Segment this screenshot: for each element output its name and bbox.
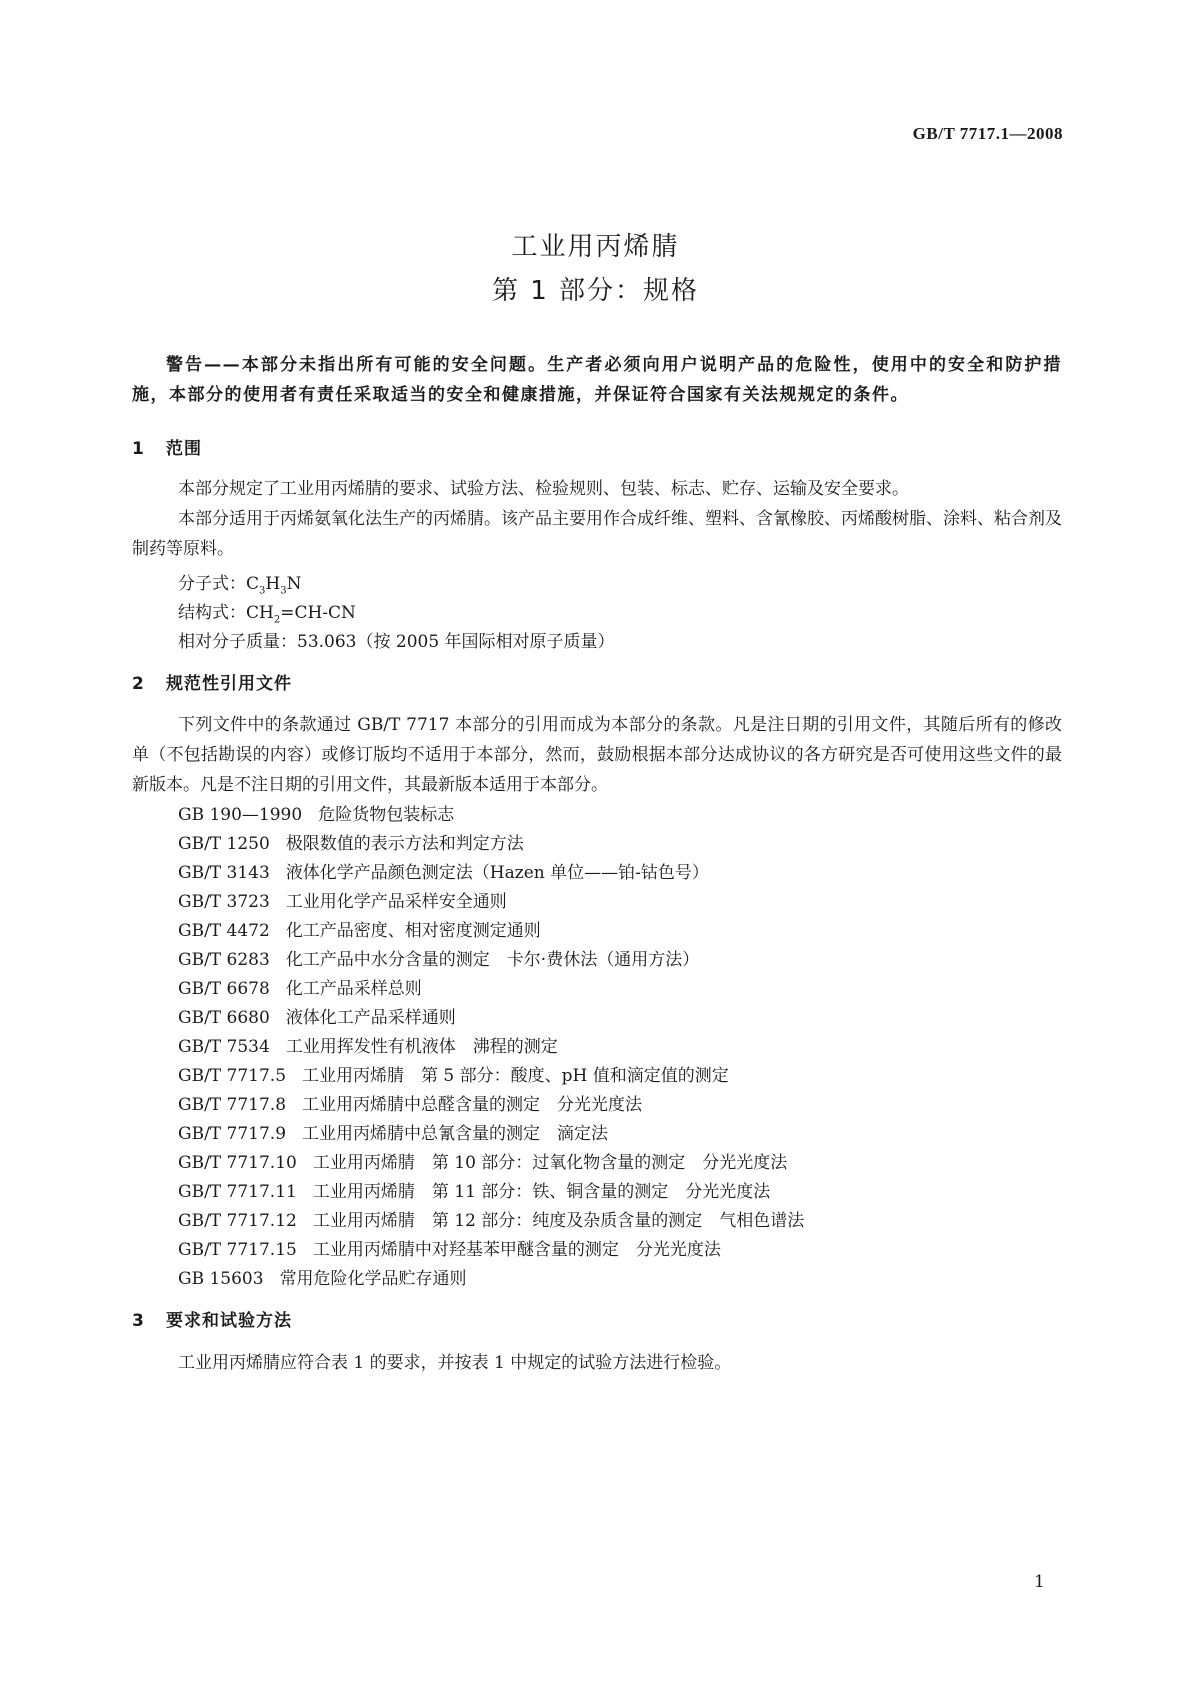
reference-code: GB/T 3143 [178,863,270,883]
reference-code: GB/T 7717.5 [178,1066,287,1086]
reference-code: GB 15603 [178,1269,264,1289]
reference-item [178,1090,642,1115]
reference-item [178,887,507,912]
reference-title: 液体化学产品颜色测定法（Hazen 单位——铂-钴色号） [285,863,709,883]
document-title: 工业用丙烯腈 [511,232,680,262]
reference-item [178,858,709,883]
reference-code: GB/T 7717.12 [178,1211,297,1231]
reference-code: GB/T 4472 [178,921,270,941]
reference-code: GB/T 3723 [178,892,270,912]
reference-item [178,974,422,999]
reference-item [178,1032,558,1057]
reference-code: GB/T 7717.9 [178,1124,287,1144]
reference-title: 工业用挥发性有机液体 沸程的测定 [285,1037,558,1057]
reference-title: 工业用丙烯腈中对羟基苯甲醚含量的测定 分光光度法 [312,1240,721,1260]
section-2-heading [132,669,292,694]
section-number: 1 [132,439,145,459]
reference-title: 工业用丙烯腈 第 5 部分：酸度、pH 值和滴定值的测定 [302,1066,729,1086]
reference-code: GB 190—1990 [178,805,303,825]
reference-code: GB/T 6283 [178,950,270,970]
reference-code: GB/T 7717.8 [178,1095,287,1115]
formula-part: H [265,574,281,594]
section-number: 3 [132,1311,145,1331]
reference-code: GB/T 7717.15 [178,1240,297,1260]
section-1-heading [132,434,202,459]
section-3-heading [132,1306,292,1331]
reference-item [178,1177,770,1202]
reference-code: GB/T 6680 [178,1008,270,1028]
reference-title: 工业用化学产品采样安全通则 [285,892,507,912]
structure-part: CH [246,603,274,623]
structure-part: =CH-CN [280,603,356,623]
reference-title: 工业用丙烯腈 第 10 部分：过氧化物含量的测定 分光光度法 [312,1153,788,1173]
reference-item [178,1003,456,1028]
reference-title: 工业用丙烯腈中总氰含量的测定 滴定法 [302,1124,609,1144]
section-title: 要求和试验方法 [166,1311,292,1331]
page-number: 1 [1034,1572,1045,1592]
reference-title: 工业用丙烯腈 第 11 部分：铁、铜含量的测定 分光光度法 [312,1182,771,1202]
scope-paragraph-2: 本部分适用于丙烯氨氧化法生产的丙烯腈。该产品主要用作合成纤维、塑料、含氰橡胶、丙烯酸树脂、涂料、粘合剂及制药等原料。 [132,509,1062,559]
reference-item [178,1235,721,1260]
reference-item [178,800,454,825]
reference-title: 工业用丙烯腈中总醛含量的测定 分光光度法 [302,1095,643,1115]
structure-label: 结构式： [178,603,246,623]
section-title: 规范性引用文件 [166,674,292,694]
section-number: 2 [132,674,145,694]
reference-item [178,1148,787,1173]
reference-item [178,1119,608,1144]
references-intro: 下列文件中的条款通过 GB/T 7717 本部分的引用而成为本部分的条款。凡是注日期的引用文件，其随后所有的修改单（不包括勘误的内容）或修订版均不适用于本部分，然而，鼓励根据本部分达成协议的各方研究是否可使用这些文件的最新版本。凡是不注日期的引用文件，其最新版本适用于本部分。 [132,715,1062,795]
reference-title: 化工产品采样总则 [285,979,422,999]
structure-subscript: 2 [273,614,281,626]
reference-item [178,1264,467,1289]
document-subtitle: 第 1 部分：规格 [491,276,700,306]
reference-item [178,945,699,970]
formula-subscript: 3 [259,585,266,597]
reference-code: GB/T 6678 [178,979,270,999]
standard-code: GB/T 7717.1—2008 [912,124,1063,143]
reference-code: GB/T 7534 [178,1037,270,1057]
reference-item [178,916,541,941]
reference-title: 危险货物包装标志 [318,805,455,825]
reference-code: GB/T 7717.10 [178,1153,297,1173]
section-title: 范围 [166,439,202,459]
molecular-formula [178,569,301,596]
reference-code: GB/T 7717.11 [178,1182,297,1202]
warning-paragraph: 警告——本部分未指出所有可能的安全问题。生产者必须向用户说明产品的危险性，使用中的安全和防护措施，本部分的使用者有责任采取适当的安全和健康措施，并保证符合国家有关法规规定的条件。 [132,355,1062,405]
formula-subscript: 3 [280,585,287,597]
scope-paragraph-1: 本部分规定了工业用丙烯腈的要求、试验方法、检验规则、包装、标志、贮存、运输及安全要求。 [178,479,909,499]
reference-item [178,1061,729,1086]
reference-item [178,1206,804,1231]
reference-code: GB/T 1250 [178,834,270,854]
reference-item [178,829,524,854]
structural-formula [178,598,356,625]
reference-title: 常用危险化学品贮存通则 [279,1269,467,1289]
formula-label: 分子式： [178,574,246,594]
formula-part: C [246,574,260,594]
reference-title: 工业用丙烯腈 第 12 部分：纯度及杂质含量的测定 气相色谱法 [312,1211,805,1231]
molecular-mass: 相对分子质量：53.063（按 2005 年国际相对原子质量） [178,632,615,652]
reference-title: 液体化工产品采样通则 [285,1008,456,1028]
reference-title: 化工产品密度、相对密度测定通则 [285,921,541,941]
reference-title: 化工产品中水分含量的测定 卡尔·费休法（通用方法） [285,950,700,970]
reference-title: 极限数值的表示方法和判定方法 [285,834,524,854]
requirements-paragraph: 工业用丙烯腈应符合表 1 的要求，并按表 1 中规定的试验方法进行检验。 [178,1353,732,1373]
formula-part: N [286,574,302,594]
